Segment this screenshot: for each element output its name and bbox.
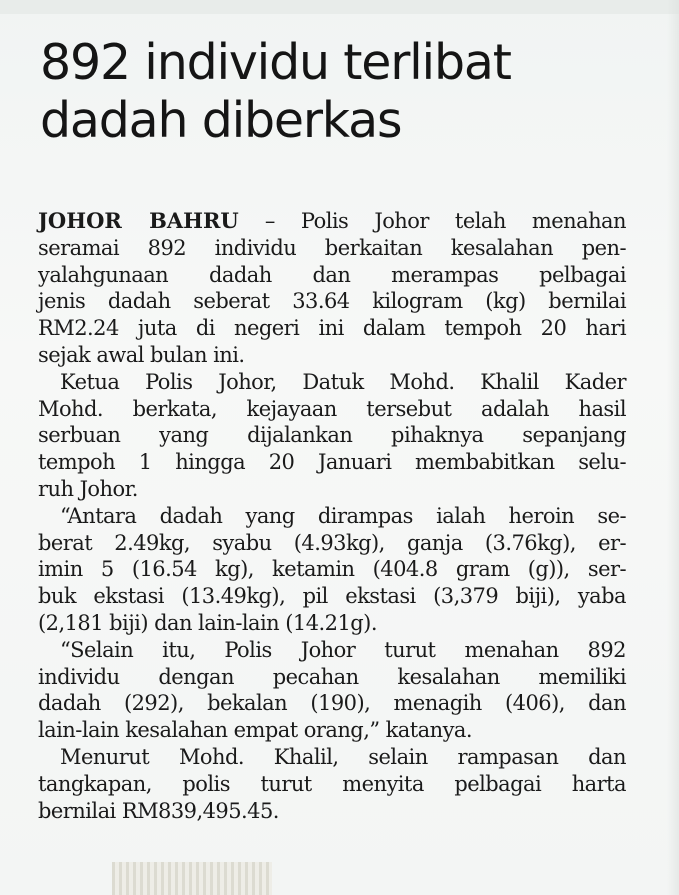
text-line: ruh Johor. [38,476,138,501]
paragraph-5 [38,744,626,824]
text-line: imin 5 (16.54 kg), ketamin (404.8 gram (g)), ser- [38,557,626,582]
text-line: Mohd. berkata, kejayaan tersebut adalah hasil [38,396,626,421]
text-line: serbuan yang dijalankan pihaknya sepanjang [38,423,626,448]
text-line: (2,181 biji) dan lain-lain (14.21g). [38,610,377,635]
text-line: RM2.24 juta di negeri ini dalam tempoh 20 hari [38,316,626,341]
paragraph-4 [38,637,626,744]
text-line: lain-lain kesalahan empat orang,” katanya. [38,718,473,743]
headline [40,34,660,150]
top-margin-strip [0,0,679,14]
text-line-rest: – Polis Johor telah menahan [238,209,627,233]
headline-line-2: dadah diberkas [40,92,402,149]
dateline: JOHOR BAHRU [38,208,239,233]
text-line: dadah (292), bekalan (190), menagih (406), dan [38,691,626,716]
headline-line-1: 892 individu terlibat [40,34,511,91]
text-line: individu dengan pecahan kesalahan memiliki [38,664,626,689]
text-line: buk ekstasi (13.49kg), pil ekstasi (3,379 biji), yaba [38,584,626,609]
article-body [38,208,626,824]
paragraph-2 [38,369,626,503]
paragraph-1 [38,208,626,369]
text-line: seramai 892 individu berkaitan kesalahan pen- [38,235,626,260]
text-line: yalahgunaan dadah dan merampas pelbagai [38,262,626,287]
text-line: tangkapan, polis turut menyita pelbagai harta [38,771,626,796]
text-line: berat 2.49kg, syabu (4.93kg), ganja (3.76kg), er- [38,530,626,555]
paragraph-3 [38,503,626,637]
text-line: Menurut Mohd. Khalil, selain rampasan dan [60,744,626,769]
text-line: bernilai RM839,495.45. [38,798,279,823]
text-line: “Selain itu, Polis Johor turut menahan 892 [60,637,626,662]
text-line: jenis dadah seberat 33.64 kilogram (kg) bernilai [38,289,626,314]
page-edge-shadow [667,0,679,895]
text-line [38,208,626,235]
text-line: “Antara dadah yang dirampas ialah heroin se- [60,503,626,528]
text-line: tempoh 1 hingga 20 Januari membabitkan selu- [38,450,626,475]
text-line: sejak awal bulan ini. [38,342,245,367]
bleed-through-print [112,862,272,895]
text-line: Ketua Polis Johor, Datuk Mohd. Khalil Kader [60,369,626,394]
